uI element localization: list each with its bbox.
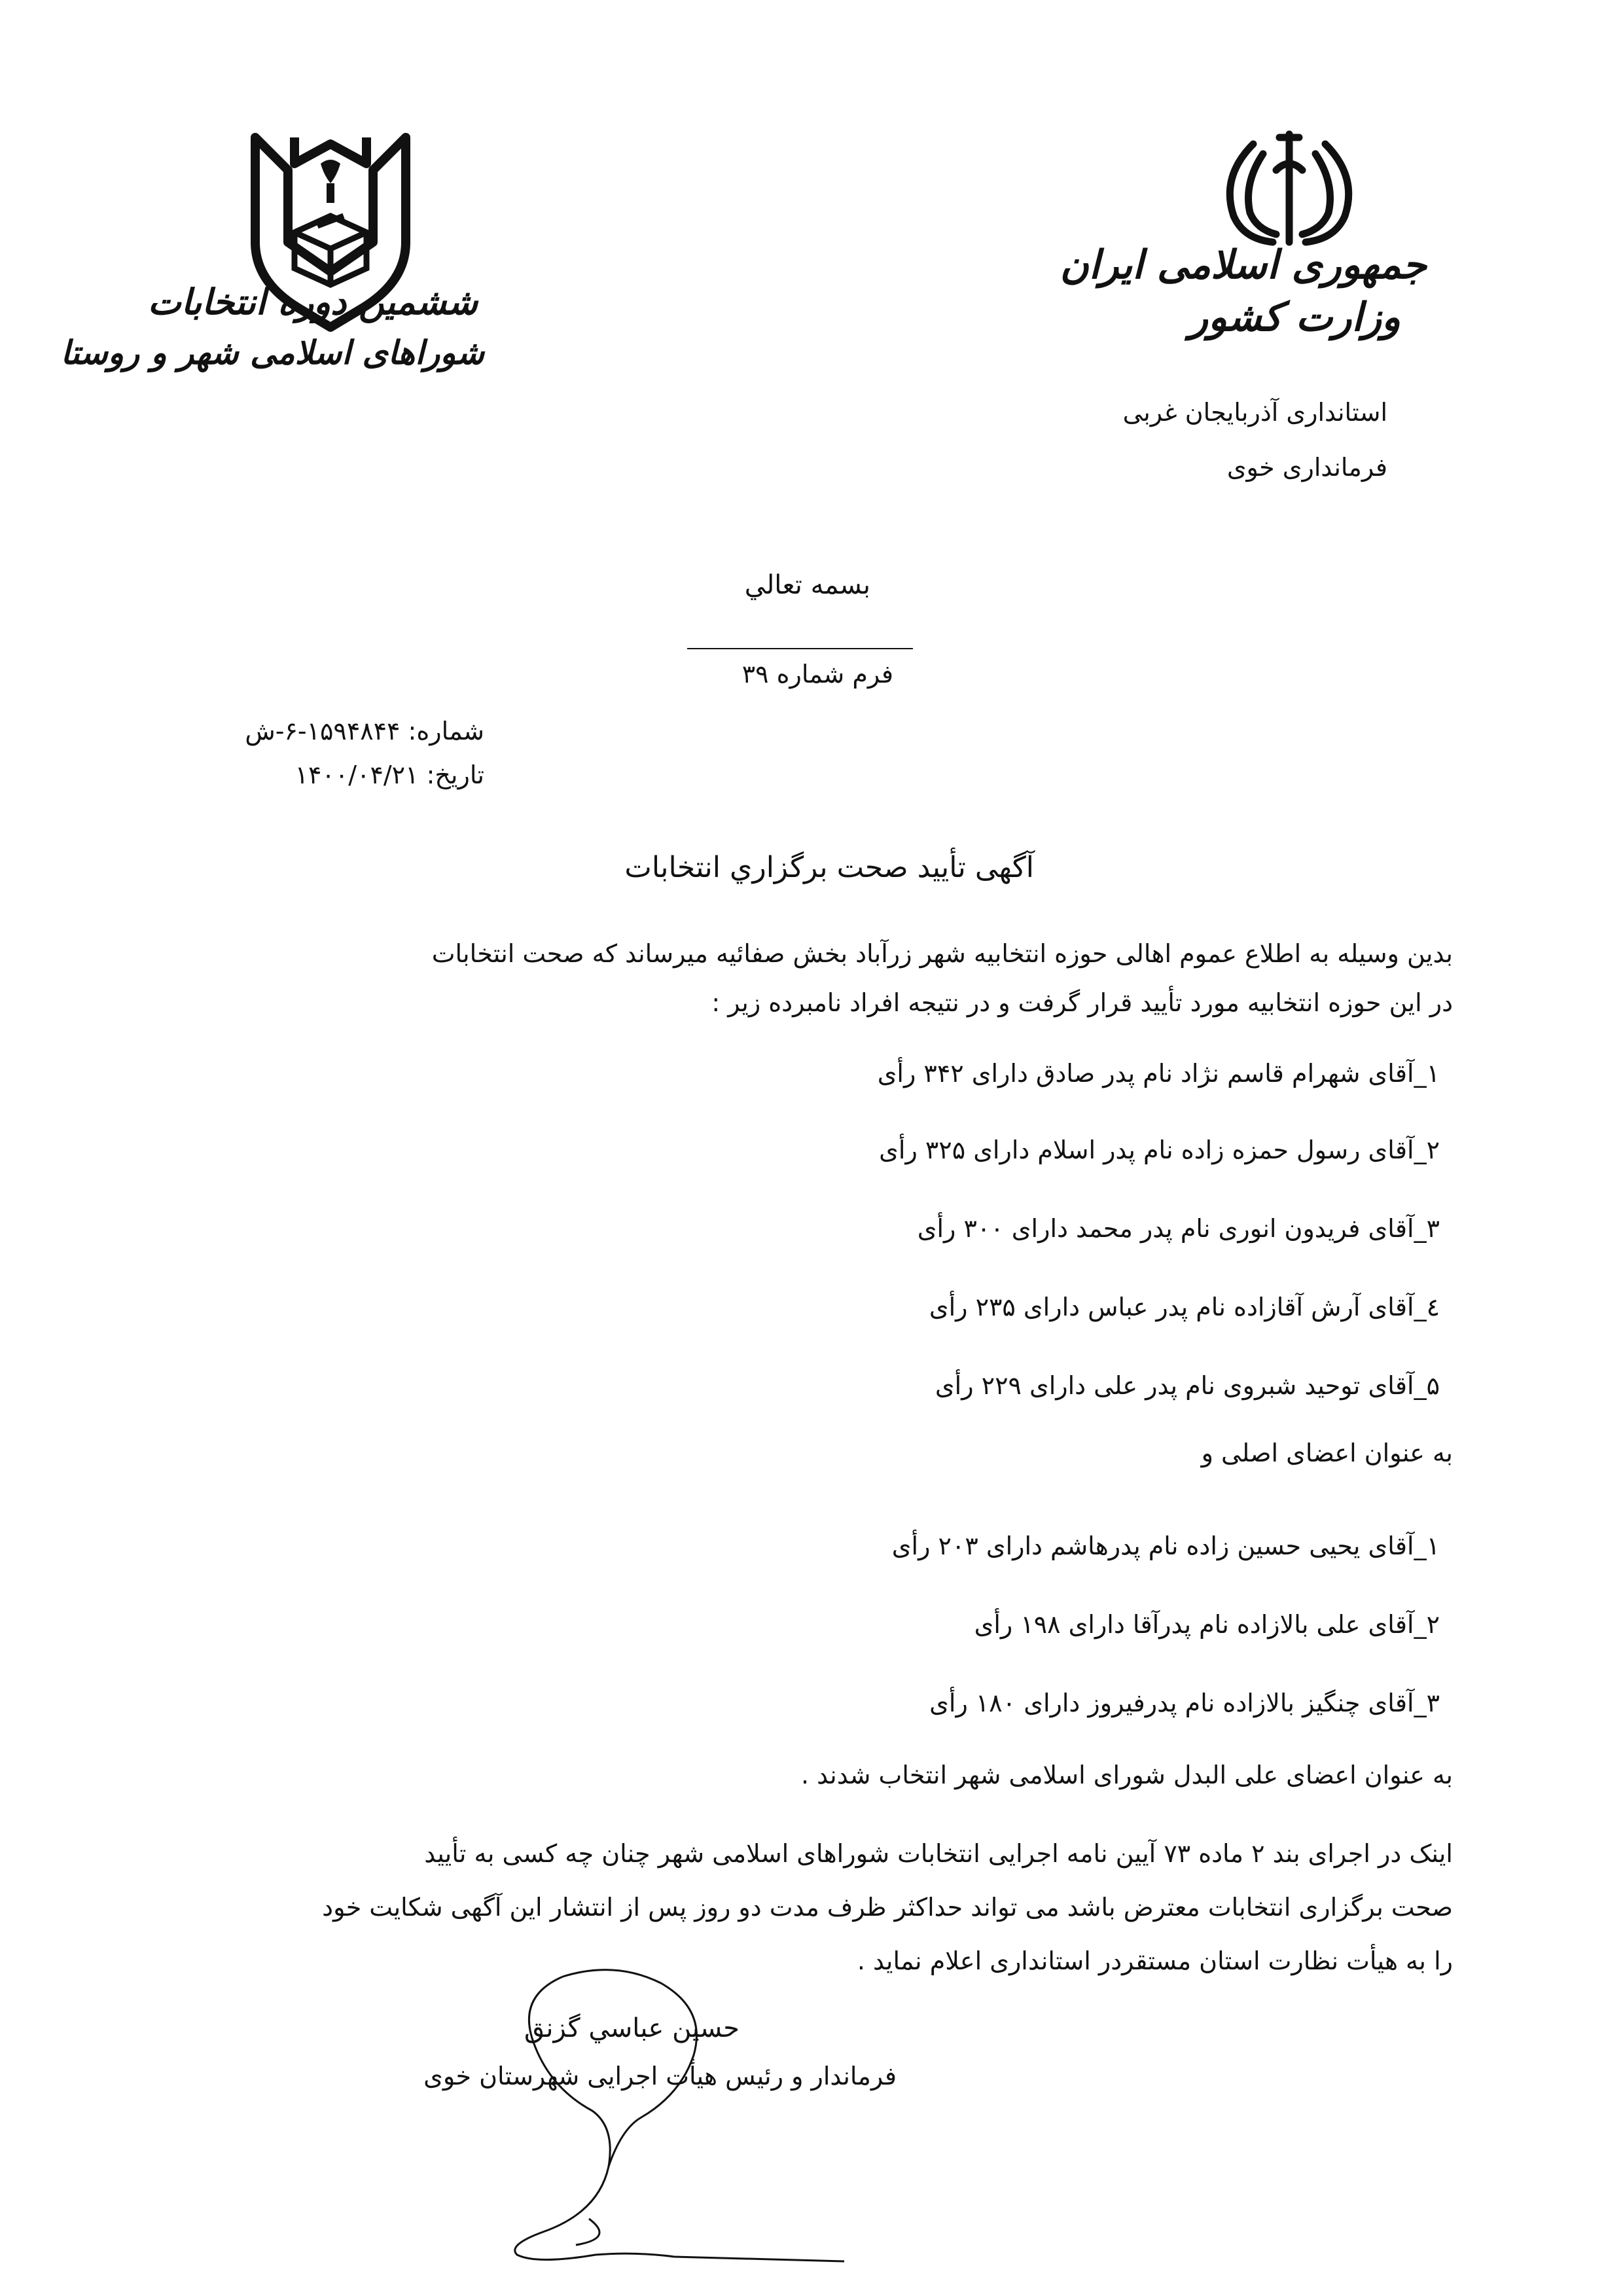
office-line-province: استانداری آذربایجان غربی <box>1122 398 1387 427</box>
signatory-name: حسين عباسي گزنق <box>524 2013 740 2043</box>
main-member-item: ۳_آقای فریدون انوری نام پدر محمد دارای ۳۰۰ رأی <box>917 1214 1440 1243</box>
letter-date: تاریخ: ۱۴۰۰/۰۴/۲۱ <box>294 761 484 789</box>
closing-line-3: را به هیأت نظارت استان مستقردر استانداری اعلام نماید . <box>857 1946 1453 1975</box>
notice-title: آگهی تأیید صحت برگزاري انتخابات <box>624 851 1034 884</box>
election-logo-line2: شوراهای اسلامی شهر و روستا <box>60 334 484 372</box>
letter-number: شماره: ۱۵۹۴۸۴۴-۶-ش <box>245 717 484 745</box>
ministry-logo-line2: وزارت کشور <box>1188 295 1400 340</box>
main-member-item: ۵_آقای توحید شبروی نام پدر علی دارای ۲۲۹ رأی <box>935 1371 1440 1400</box>
alternate-member-item: ۳_آقای چنگیز بالازاده نام پدرفیروز دارای ۱۸۰ رأی <box>929 1689 1440 1717</box>
alternate-member-item: ۲_آقای علی بالازاده نام پدرآقا دارای ۱۹۸ رأی <box>974 1610 1440 1639</box>
closing-line-2: صحت برگزاری انتخابات معترض باشد می تواند حداکثر ظرف مدت دو روز پس از انتشار این آگهی شکایت خود <box>322 1893 1453 1922</box>
intro-line-1: بدین وسیله به اطلاع عموم اهالی حوزه انتخابیه شهر زرآباد بخش صفائیه میرساند که صحت انتخابات <box>431 939 1453 968</box>
main-member-item: ۱_آقای شهرام قاسم نژاد نام پدر صادق دارای ۳۴۲ رأی <box>877 1059 1440 1088</box>
ministry-logo <box>1060 118 1427 380</box>
main-members-caption: به عنوان اعضای اصلی و <box>1201 1439 1453 1467</box>
election-logo-line1: ششمین دوره انتخابات <box>147 281 478 323</box>
main-member-item: ٤_آقای آرش آقازاده نام پدر عباس دارای ۲۳۵ رأی <box>929 1293 1440 1321</box>
office-line-county: فرمانداری خوی <box>1226 453 1387 482</box>
iran-emblem-icon <box>1152 118 1427 249</box>
signatory-position: فرماندار و رئیس هیأت اجرایی شهرستان خوی <box>423 2062 897 2090</box>
form-number: فرم شماره ۳۹ <box>741 660 893 689</box>
election-logo <box>60 118 484 406</box>
form-number-rule <box>687 648 913 649</box>
intro-line-2: در این حوزه انتخابیه مورد تأیید قرار گرفت و در نتیجه افراد نامبرده زیر : <box>711 988 1453 1017</box>
closing-line-1: اینک در اجرای بند ۲ ماده ۷۳ آیین نامه اجرایی انتخابات شوراهای اسلامی شهر چنان چه کسی به تأیید <box>424 1839 1453 1868</box>
invocation: بسمه تعالي <box>744 570 870 600</box>
alternate-member-item: ۱_آقای یحیی حسین زاده نام پدرهاشم دارای ۲۰۳ رأی <box>891 1532 1440 1560</box>
ministry-logo-line1: جمهوری اسلامی ایران <box>1060 242 1427 288</box>
signature-scribble-icon <box>445 1957 903 2271</box>
alternate-members-caption: به عنوان اعضای علی البدل شورای اسلامی شهر انتخاب شدند . <box>801 1761 1453 1789</box>
handwritten-signature <box>445 1957 903 2271</box>
main-member-item: ۲_آقای رسول حمزه زاده نام پدر اسلام دارای ۳۲۵ رأی <box>879 1136 1440 1164</box>
